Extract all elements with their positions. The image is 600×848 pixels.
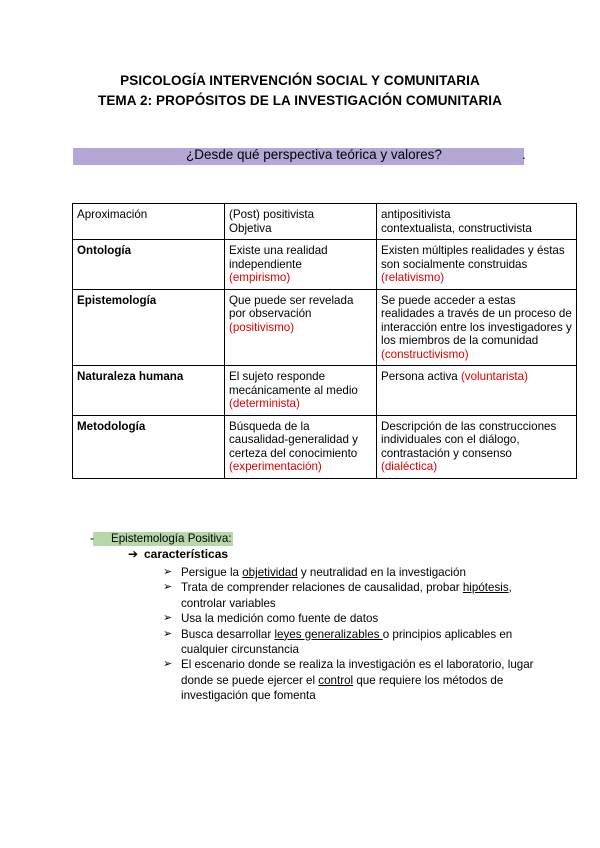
row-label: Ontología [73, 240, 225, 290]
row-label: Naturaleza humana [73, 366, 225, 416]
cell-red-term: (positivismo) [229, 320, 295, 334]
cell-text: Que puede ser revelada por observación [229, 293, 354, 320]
cell-positivist [225, 289, 377, 366]
cell-positivist [225, 366, 377, 416]
question-end: . [522, 147, 526, 162]
arrowhead-bullet-icon: ➢ [163, 581, 173, 594]
cell-red-term: (determinista) [229, 397, 300, 410]
cell-red-term: (voluntarista) [460, 370, 528, 383]
table-row [73, 415, 577, 478]
section-label: Epistemología Positiva: [111, 532, 232, 545]
list-item: ➢ Persigue la objetividad y neutralidad en la investigación [163, 566, 466, 579]
cell-antipositivist [377, 240, 577, 290]
comparison-table [72, 203, 577, 479]
cell-red-term: (empirismo) [229, 271, 291, 284]
cell-positivist [225, 415, 377, 478]
cell-red-term: (experimentación) [229, 460, 322, 473]
section-subtitle: características [144, 547, 229, 561]
cell-text: Búsqueda de la causalidad-generalidad y certeza del conocimiento [229, 419, 358, 460]
table-header-row [73, 204, 577, 240]
arrowhead-bullet-icon: ➢ [163, 658, 173, 671]
row-label: Metodología [73, 415, 225, 478]
cell-red-term: (dialéctica) [381, 460, 438, 473]
header-antipositivist: antipositivista [381, 208, 451, 221]
cell-positivist [225, 240, 377, 290]
table-row [73, 366, 577, 416]
cell-red-term: (relativismo) [381, 271, 445, 284]
header-cell-positivist [225, 204, 377, 240]
arrowhead-bullet-icon: ➢ [163, 612, 173, 625]
cell-text: Se puede acceder a estas realidades a través de un proceso de interacción entre los investigadores y los miembros de la comunidad [381, 293, 572, 347]
document-title: PSICOLOGÍA INTERVENCIÓN SOCIAL Y COMUNITARIA [120, 73, 480, 88]
row-label: Epistemología [73, 289, 225, 366]
header-approach: Aproximación [77, 208, 148, 221]
cell-text: Existen múltiples realidades y éstas son socialmente construidas [381, 244, 565, 271]
cell-text: Descripción de las construcciones individuales con el diálogo, contrastación y consenso [381, 419, 557, 460]
header-constructivist: contextualista, constructivista [381, 221, 532, 235]
arrow-icon: ➔ [128, 547, 139, 561]
cell-antipositivist [377, 289, 577, 366]
table-row [73, 240, 577, 290]
arrowhead-bullet-icon: ➢ [163, 627, 173, 640]
header-cell-antipositivist [377, 204, 577, 240]
section-dash: - [90, 532, 94, 545]
list-item: ➢ Usa la medición como fuente de datos [163, 612, 379, 626]
list-item: ➢ Busca desarrollar leyes generalizables o principios aplicables en cualquier circunstancia [163, 627, 513, 657]
cell-antipositivist [377, 366, 577, 416]
characteristics-list [160, 565, 540, 704]
question-text: ¿Desde qué perspectiva teórica y valores? [186, 147, 442, 162]
header-objective: Objetiva [229, 221, 272, 235]
arrowhead-bullet-icon: ➢ [163, 566, 173, 578]
list-item: ➢ Trata de comprender relaciones de causalidad, probar hipótesis, controlar variables [163, 581, 512, 610]
document-subtitle: TEMA 2: PROPÓSITOS DE LA INVESTIGACIÓN COMUNITARIA [97, 93, 503, 108]
list-item: ➢ El escenario donde se realiza la investigación es el laboratorio, lugar donde se puede ejercer el control que requiere los métodos de investigación que fomenta [163, 658, 534, 703]
cell-antipositivist [377, 415, 577, 478]
cell-text: Persona activa [381, 370, 458, 383]
cell-text: El sujeto responde mecánicamente al medio [229, 370, 358, 397]
header-positivist: (Post) positivista [229, 208, 315, 221]
cell-text: Existe una realidad independiente [229, 244, 328, 271]
header-cell-approach [73, 204, 225, 240]
cell-red-term: (constructivismo) [381, 347, 469, 361]
table-row [73, 289, 577, 366]
